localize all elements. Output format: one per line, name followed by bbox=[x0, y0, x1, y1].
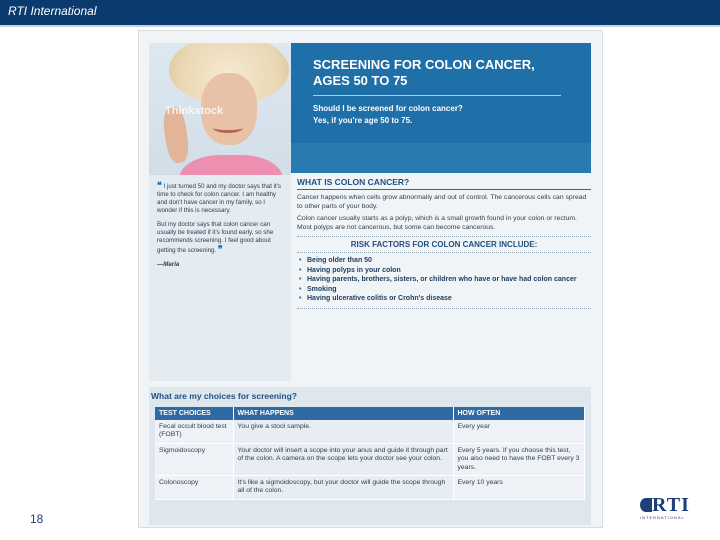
choices-heading: What are my choices for screening? bbox=[151, 391, 297, 401]
col-what-happens: WHAT HAPPENS bbox=[233, 407, 453, 420]
col-test-choices: TEST CHOICES bbox=[155, 407, 233, 420]
screening-document bbox=[138, 30, 603, 528]
question-block bbox=[313, 103, 463, 127]
cell: It's like a sigmoidoscopy, but your doctor will guide the scope through all of the colon. bbox=[233, 476, 453, 500]
quote-open-icon: ❝ bbox=[157, 180, 162, 190]
risk-factors bbox=[297, 240, 591, 309]
cell: Colonoscopy bbox=[155, 476, 233, 500]
quote-p1: I just turned 50 and my doctor says that it's time to check for colon cancer. I am healthy and don't have cancer in my family, so I wonder if this is necessary. bbox=[157, 183, 282, 214]
header-bar bbox=[0, 0, 720, 25]
list-item: • Smoking bbox=[297, 285, 591, 295]
risk-heading: RISK FACTORS FOR COLON CANCER INCLUDE: bbox=[297, 240, 591, 253]
rti-logo bbox=[638, 494, 696, 522]
cell: Sigmoidoscopy bbox=[155, 443, 233, 475]
col-how-often: HOW OFTEN bbox=[453, 407, 585, 420]
patient-quote bbox=[149, 175, 291, 381]
cell: Fecal occult blood test (FOBT) bbox=[155, 420, 233, 443]
what-is-p2: Colon cancer usually starts as a polyp, which is a small growth found in your colon or rectum. Most polyps are not cancerous, but some can become cancerous. bbox=[297, 215, 577, 231]
dotted-divider bbox=[297, 308, 591, 309]
list-item: • Having ulcerative colitis or Crohn's disease bbox=[297, 294, 591, 304]
list-item: • Having polyps in your colon bbox=[297, 266, 591, 276]
cell: Every 10 years bbox=[453, 476, 585, 500]
title-band bbox=[291, 143, 591, 173]
table-row bbox=[155, 443, 585, 475]
photo-watermark: Thinkstock bbox=[165, 105, 224, 117]
choices-table bbox=[155, 407, 585, 500]
quote-p2: But my doctor says that colon cancer can usually be treated if it's found early, so she recommends screening. I feel good about getting the screening. bbox=[157, 221, 274, 254]
answer: Yes, if you're age 50 to 75. bbox=[313, 116, 413, 125]
table-header bbox=[155, 407, 585, 420]
risk-list bbox=[297, 256, 591, 304]
what-is-heading: WHAT IS COLON CANCER? bbox=[297, 177, 591, 190]
quote-author: —Maria bbox=[157, 261, 180, 268]
question: Should I be screened for colon cancer? bbox=[313, 104, 463, 113]
doc-title: SCREENING FOR COLON CANCER, AGES 50 TO 75 bbox=[313, 57, 535, 88]
list-item: • Being older than 50 bbox=[297, 256, 591, 266]
cell: Every 5 years. If you choose this test, you also need to have the FOBT every 3 years. bbox=[453, 443, 585, 475]
cell: Every year bbox=[453, 420, 585, 443]
smile bbox=[213, 123, 243, 133]
logo-mark-icon bbox=[640, 498, 652, 512]
logo-text: RTI bbox=[652, 494, 690, 516]
what-is-p1: Cancer happens when cells grow abnormally and out of control. The cancerous cells can spread to other parts of your body. bbox=[297, 194, 587, 210]
org-name: RTI International bbox=[8, 4, 97, 18]
cell: Your doctor will insert a scope into your anus and guide it through part of the colon. A camera on the scope lets your doctor see your colon. bbox=[233, 443, 453, 475]
header-divider bbox=[0, 25, 720, 27]
logo-subtext: INTERNATIONAL bbox=[640, 515, 685, 520]
what-is-section bbox=[297, 177, 591, 309]
table-row bbox=[155, 476, 585, 500]
screening-choices bbox=[149, 387, 591, 525]
title-rule bbox=[313, 95, 561, 96]
quote-close-icon: ❞ bbox=[217, 244, 223, 254]
table-row bbox=[155, 420, 585, 443]
title-panel bbox=[291, 43, 591, 173]
list-item: • Having parents, brothers, sisters, or children who have or have had colon cancer bbox=[297, 275, 591, 285]
slide-number: 18 bbox=[30, 512, 44, 526]
dotted-divider bbox=[297, 236, 591, 237]
cell: You give a stool sample. bbox=[233, 420, 453, 443]
